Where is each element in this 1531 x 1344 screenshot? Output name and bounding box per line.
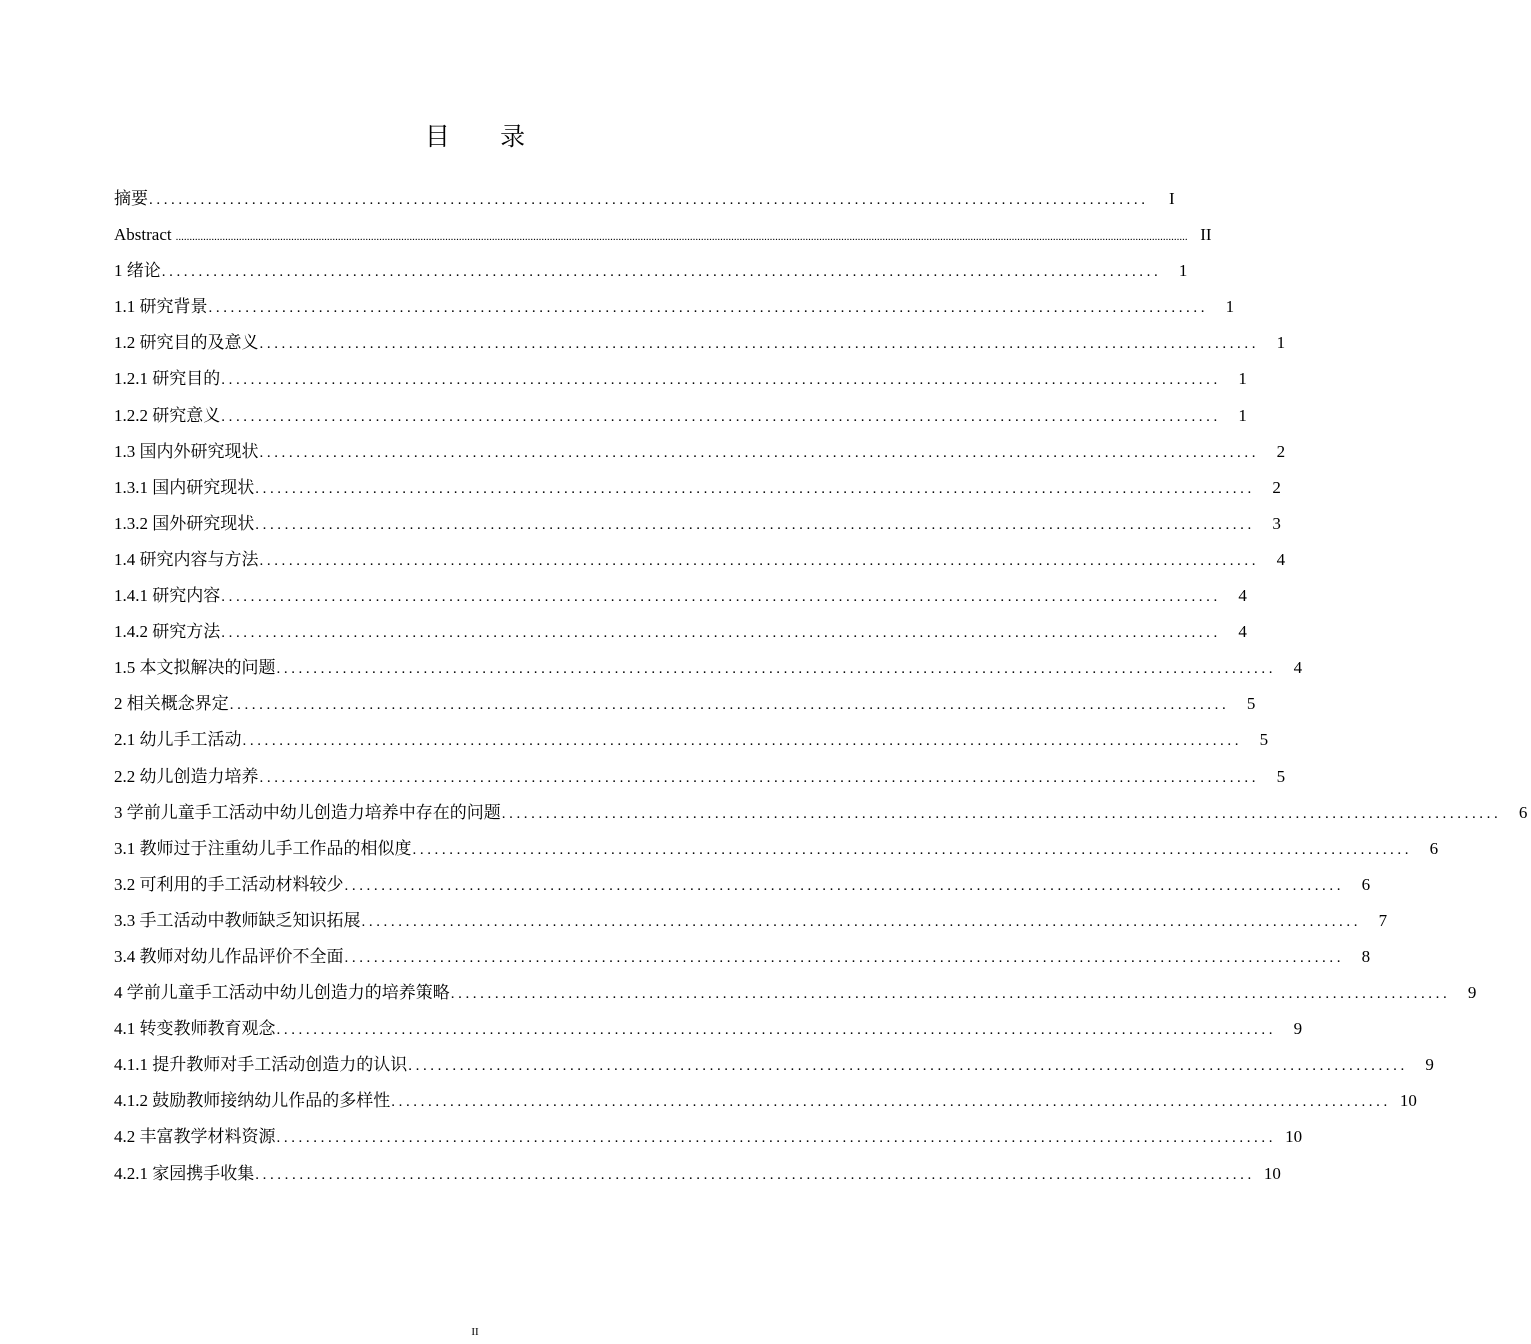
- toc-entry-label: 1 绪论: [114, 261, 161, 281]
- toc-entry[interactable]: [114, 651, 1303, 687]
- toc-entry-page: 2: [1276, 441, 1286, 461]
- dot-leader: ........................................................................................................................................: [221, 589, 1221, 606]
- dot-leader: ........................................................................................................................................: [259, 769, 1260, 786]
- toc-entry-page: 1: [1276, 333, 1286, 353]
- footer-page-number: II: [471, 1326, 479, 1338]
- dot-leader: ........................................................................................................................................: [259, 552, 1260, 569]
- toc-entry-page: 4: [1293, 658, 1303, 678]
- toc-entry[interactable]: [114, 435, 1286, 471]
- toc-entry-abstract-cn[interactable]: [114, 182, 1175, 218]
- toc-entry[interactable]: [114, 471, 1281, 507]
- dot-leader: ........................................................................................................................................: [344, 949, 1345, 966]
- toc-entry-label: 1.4 研究内容与方法: [114, 549, 259, 569]
- toc-entry-label: 3 学前儿童手工活动中幼儿创造力培养中存在的问题: [114, 802, 501, 822]
- toc-entry-page: 6: [1361, 874, 1371, 894]
- toc-entry[interactable]: [114, 976, 1477, 1012]
- toc-entry-page: 5: [1259, 730, 1269, 750]
- toc-entry-label: 摘要: [114, 189, 148, 208]
- toc-entry-page: 5: [1246, 694, 1256, 714]
- dot-leader: ........................................................................................................................................: [161, 264, 1162, 281]
- dot-leader: ........................................................................................................................................: [408, 1058, 1408, 1075]
- dot-leader: ........................................................................................................................................: [242, 733, 1243, 750]
- toc-entry-page: 5: [1276, 766, 1286, 786]
- toc-entry-label: 1.4.2 研究方法: [114, 622, 221, 642]
- toc-entry[interactable]: [114, 254, 1188, 290]
- dot-leader: ........................................................................................................................................: [259, 444, 1260, 461]
- toc-entry-label: 1.3.2 国外研究现状: [114, 513, 255, 533]
- dot-leader: ........................................................................................................................................: [255, 480, 1255, 497]
- page-title: 目 录: [424, 124, 548, 151]
- dot-leader: ........................................................................................................................................: [391, 1094, 1391, 1111]
- dot-leader: ........................................................................................................................................: [501, 805, 1502, 822]
- toc-entry-label: 4.2.1 家园携手收集: [114, 1163, 255, 1183]
- toc-entry-label: 2 相关概念界定: [114, 694, 229, 714]
- dot-leader: ........................................................................................................................................: [255, 516, 1255, 533]
- toc-entry-abstract-en[interactable]: [114, 218, 1212, 254]
- toc-entry-page: 10: [1263, 1163, 1281, 1183]
- toc-entry-page: 7: [1378, 910, 1388, 930]
- toc-entry-page: 4: [1238, 586, 1247, 606]
- toc-entry[interactable]: [114, 940, 1371, 976]
- dot-leader: ........................................................................................................................................: [221, 408, 1221, 425]
- dot-leader: ........................................................................................................................................: [149, 192, 1149, 208]
- toc-entry[interactable]: [114, 1048, 1434, 1084]
- dot-leader: ........................................................................................................................................: [344, 877, 1345, 894]
- toc-entry[interactable]: [114, 579, 1247, 615]
- toc-entry-label: 2.2 幼儿创造力培养: [114, 766, 259, 786]
- toc-entry[interactable]: [114, 362, 1247, 398]
- toc-entry[interactable]: [114, 326, 1286, 362]
- toc-entry-label: 1.3.1 国内研究现状: [114, 477, 255, 497]
- toc-entry[interactable]: [114, 868, 1371, 904]
- toc-entry-label: 3.2 可利用的手工活动材料较少: [114, 874, 344, 894]
- dot-leader: ........................................................................................................................................: [276, 1130, 1277, 1147]
- dot-leader: ........................................................................................................................................: [229, 697, 1230, 714]
- toc-entry-page: 1: [1225, 297, 1235, 317]
- toc-entry[interactable]: [114, 832, 1439, 868]
- toc-entry[interactable]: [114, 1012, 1303, 1048]
- toc-entry-page: 1: [1178, 261, 1188, 281]
- toc-entry-label: 1.3 国内外研究现状: [114, 441, 259, 461]
- dot-leader: ........................................................................................................................................: [255, 1166, 1255, 1183]
- toc-entry[interactable]: [114, 290, 1235, 326]
- toc-entry-label: 3.4 教师对幼儿作品评价不全面: [114, 946, 344, 966]
- toc-entry[interactable]: [114, 615, 1247, 651]
- toc-entry-label: 4.1.2 鼓励教师接纳幼儿作品的多样性: [114, 1091, 391, 1111]
- toc-entry-page: 4: [1276, 549, 1286, 569]
- dot-leader: ........................................................................................................................................: [450, 986, 1451, 1003]
- dot-leader: ........................................................................................................................................: [361, 913, 1362, 930]
- toc-entry-page: 8: [1361, 946, 1371, 966]
- toc-entry[interactable]: [114, 760, 1286, 796]
- toc-entry[interactable]: [114, 1084, 1417, 1120]
- dot-leader: ........................................................................................................................................: [221, 372, 1221, 389]
- dot-leader: ........................................................................................................................................: [276, 1022, 1277, 1039]
- dot-leader: ........................................................................................................................................: [259, 336, 1260, 353]
- toc-entry[interactable]: [114, 796, 1528, 832]
- toc-entry-page: 10: [1285, 1127, 1303, 1147]
- toc-entry-label: 4 学前儿童手工活动中幼儿创造力的培养策略: [114, 983, 450, 1003]
- toc-entry-page: 6: [1518, 802, 1528, 822]
- toc-entry-label: 1.1 研究背景: [114, 297, 208, 317]
- table-of-contents: [114, 182, 1528, 1194]
- toc-entry-page: II: [1200, 225, 1212, 245]
- toc-entry[interactable]: [114, 904, 1388, 940]
- dot-leader: ................................................................................................................................................................................................................................................................................................................................................................................: [175, 231, 1188, 244]
- toc-entry-label: 3.3 手工活动中教师缺乏知识拓展: [114, 910, 361, 930]
- toc-entry-label: Abstract: [114, 225, 172, 245]
- toc-entry-page: 10: [1399, 1091, 1417, 1111]
- toc-entry[interactable]: [114, 723, 1269, 759]
- dot-leader: ........................................................................................................................................: [412, 841, 1413, 858]
- toc-entry-label: 2.1 幼儿手工活动: [114, 730, 242, 750]
- toc-entry-label: 4.1.1 提升教师对手工活动创造力的认识: [114, 1055, 408, 1075]
- dot-leader: ........................................................................................................................................: [221, 625, 1221, 642]
- toc-entry-label: 1.4.1 研究内容: [114, 586, 221, 606]
- toc-entry-page: I: [1168, 189, 1175, 208]
- toc-entry[interactable]: [114, 543, 1286, 579]
- toc-entry[interactable]: [114, 399, 1247, 435]
- toc-entry[interactable]: [114, 687, 1256, 723]
- toc-entry-label: 3.1 教师过于注重幼儿手工作品的相似度: [114, 838, 412, 858]
- toc-entry-label: 1.5 本文拟解决的问题: [114, 658, 276, 678]
- toc-entry-label: 4.1 转变教师教育观念: [114, 1019, 276, 1039]
- toc-entry[interactable]: [114, 507, 1281, 543]
- toc-entry[interactable]: [114, 1157, 1281, 1194]
- toc-entry-page: 9: [1425, 1055, 1434, 1075]
- toc-entry-page: 2: [1272, 477, 1281, 497]
- toc-entry-page: 9: [1467, 983, 1477, 1003]
- toc-entry-label: 1.2.2 研究意义: [114, 405, 221, 425]
- toc-entry-page: 3: [1272, 513, 1281, 533]
- dot-leader: ........................................................................................................................................: [208, 300, 1209, 317]
- dot-leader: ........................................................................................................................................: [276, 661, 1277, 678]
- toc-entry-page: 6: [1429, 838, 1439, 858]
- toc-entry-label: 1.2 研究目的及意义: [114, 333, 259, 353]
- toc-entry[interactable]: [114, 1120, 1303, 1156]
- toc-entry-label: 4.2 丰富教学材料资源: [114, 1127, 276, 1147]
- toc-entry-label: 1.2.1 研究目的: [114, 369, 221, 389]
- toc-entry-page: 1: [1238, 405, 1247, 425]
- toc-entry-page: 1: [1238, 369, 1247, 389]
- toc-entry-page: 4: [1238, 622, 1247, 642]
- toc-entry-page: 9: [1293, 1019, 1303, 1039]
